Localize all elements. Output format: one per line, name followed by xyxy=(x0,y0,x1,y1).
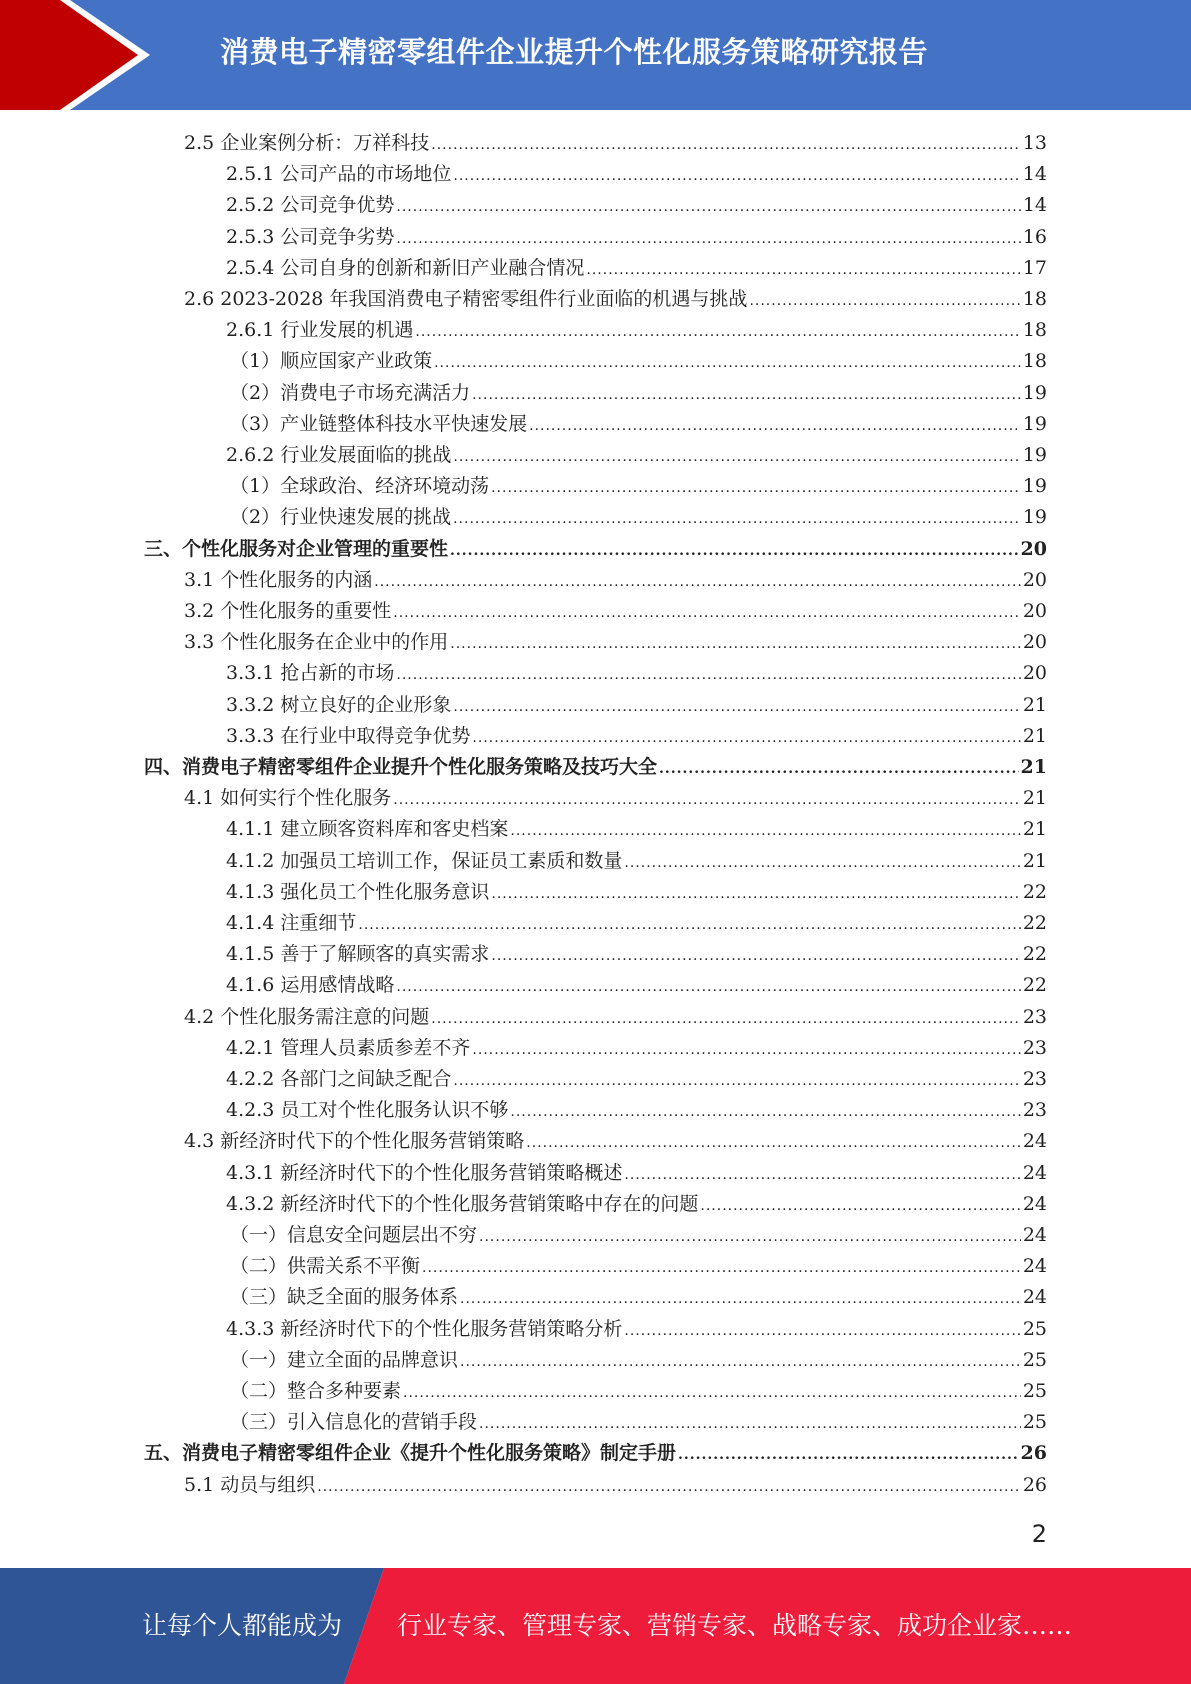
toc-entry[interactable] xyxy=(226,1158,1047,1189)
toc-entry-title: （一）建立全面的品牌意识 xyxy=(230,1349,459,1371)
toc-entry[interactable] xyxy=(230,1407,1047,1438)
toc-entry-page: 23 xyxy=(1022,1006,1047,1028)
toc-entry-title: 4.1.5 善于了解顾客的真实需求 xyxy=(226,943,490,965)
toc-entry[interactable] xyxy=(230,1376,1047,1407)
toc-entry[interactable] xyxy=(226,814,1047,845)
toc-entry-page: 22 xyxy=(1022,912,1047,934)
toc-entry-page: 18 xyxy=(1022,319,1047,341)
toc-entry[interactable] xyxy=(226,159,1047,190)
toc-entry-title: 2.6.1 行业发展的机遇 xyxy=(226,319,414,341)
toc-entry-page: 24 xyxy=(1022,1162,1047,1184)
toc-entry-title: （2）消费电子市场充满活力 xyxy=(230,382,471,404)
toc-entry[interactable] xyxy=(226,846,1047,877)
toc-entry-page: 20 xyxy=(1022,662,1047,684)
toc-entry-page: 18 xyxy=(1022,288,1047,310)
header-arrow-graphic xyxy=(0,0,160,110)
toc-entry-page: 19 xyxy=(1022,413,1047,435)
toc-dot-leader xyxy=(491,879,1020,910)
toc-entry[interactable] xyxy=(226,1095,1047,1126)
toc-entry-title: 2.5.3 公司竞争劣势 xyxy=(226,226,395,248)
toc-entry[interactable] xyxy=(226,658,1047,689)
report-header xyxy=(0,0,1191,110)
toc-dot-leader xyxy=(396,660,1020,691)
toc-entry-title: （一）信息安全问题层出不穷 xyxy=(230,1224,478,1246)
toc-dot-leader xyxy=(453,442,1020,473)
toc-entry[interactable] xyxy=(184,1470,1047,1501)
toc-entry-title: 4.3.2 新经济时代下的个性化服务营销策略中存在的问题 xyxy=(226,1193,699,1215)
toc-dot-leader xyxy=(472,1035,1020,1066)
toc-entry-title: 4.2 个性化服务需注意的问题 xyxy=(184,1006,430,1028)
toc-entry[interactable] xyxy=(230,1345,1047,1376)
toc-dot-leader xyxy=(700,1191,1020,1222)
toc-dot-leader xyxy=(431,1004,1021,1035)
toc-entry-title: 4.3.1 新经济时代下的个性化服务营销策略概述 xyxy=(226,1162,623,1184)
toc-entry-page: 25 xyxy=(1022,1349,1047,1371)
toc-entry-page: 20 xyxy=(1022,631,1047,653)
toc-entry-title: 4.2.2 各部门之间缺乏配合 xyxy=(226,1068,452,1090)
toc-entry-title: 3.2 个性化服务的重要性 xyxy=(184,600,392,622)
toc-dot-leader xyxy=(678,1440,1019,1471)
toc-entry-title: （二）整合多种要素 xyxy=(230,1380,402,1402)
toc-dot-leader xyxy=(479,1409,1021,1440)
toc-entry-title: 5.1 动员与组织 xyxy=(184,1474,316,1496)
toc-entry-page: 20 xyxy=(1022,569,1047,591)
toc-dot-leader xyxy=(460,1284,1021,1315)
toc-dot-leader xyxy=(472,723,1020,754)
toc-entry-page: 14 xyxy=(1022,163,1047,185)
toc-chapter-entry[interactable] xyxy=(144,1438,1047,1469)
toc-entry[interactable] xyxy=(184,128,1047,159)
toc-entry[interactable] xyxy=(230,346,1047,377)
toc-entry[interactable] xyxy=(226,315,1047,346)
toc-entry[interactable] xyxy=(230,1282,1047,1313)
toc-entry-title: 4.1.4 注重细节 xyxy=(226,912,357,934)
toc-entry-page: 20 xyxy=(1022,600,1047,622)
toc-entry[interactable] xyxy=(184,284,1047,315)
toc-entry-title: 4.2.1 管理人员素质参差不齐 xyxy=(226,1037,471,1059)
toc-entry-page: 18 xyxy=(1022,350,1047,372)
toc-entry-page: 16 xyxy=(1022,226,1047,248)
toc-dot-leader xyxy=(415,317,1020,348)
toc-entry-page: 24 xyxy=(1022,1193,1047,1215)
toc-entry-title: 2.6 2023-2028 年我国消费电子精密零组件行业面临的机遇与挑战 xyxy=(184,288,748,310)
toc-dot-leader xyxy=(749,286,1020,317)
toc-entry[interactable] xyxy=(226,1314,1047,1345)
toc-dot-leader xyxy=(358,910,1020,941)
toc-dot-leader xyxy=(453,1066,1020,1097)
toc-dot-leader xyxy=(431,130,1021,161)
toc-entry[interactable] xyxy=(230,471,1047,502)
toc-entry-page: 24 xyxy=(1022,1130,1047,1152)
toc-entry-title: 三、个性化服务对企业管理的重要性 xyxy=(144,538,449,560)
toc-entry[interactable] xyxy=(226,939,1047,970)
toc-dot-leader xyxy=(393,785,1021,816)
toc-dot-leader xyxy=(317,1472,1021,1503)
toc-entry-title: 2.6.2 行业发展面临的挑战 xyxy=(226,444,452,466)
toc-entry-title: （三）缺乏全面的服务体系 xyxy=(230,1286,459,1308)
toc-entry[interactable] xyxy=(184,565,1047,596)
toc-dot-leader xyxy=(510,1097,1020,1128)
toc-entry-page: 19 xyxy=(1022,475,1047,497)
toc-entry-page: 25 xyxy=(1022,1411,1047,1433)
toc-dot-leader xyxy=(460,1347,1021,1378)
toc-entry-title: 五、消费电子精密零组件企业《提升个性化服务策略》制定手册 xyxy=(144,1442,677,1464)
toc-dot-leader xyxy=(659,754,1019,785)
toc-entry-page: 17 xyxy=(1022,257,1047,279)
toc-dot-leader xyxy=(472,380,1021,411)
toc-entry-page: 24 xyxy=(1022,1286,1047,1308)
toc-dot-leader xyxy=(586,255,1020,286)
toc-entry-title: 4.1.1 建立顾客资料库和客史档案 xyxy=(226,818,509,840)
toc-dot-leader xyxy=(396,224,1020,255)
toc-entry-page: 13 xyxy=(1022,132,1047,154)
toc-entry[interactable] xyxy=(230,1251,1047,1282)
toc-entry-title: 2.5.4 公司自身的创新和新旧产业融合情况 xyxy=(226,257,585,279)
toc-dot-leader xyxy=(453,692,1020,723)
toc-entry[interactable] xyxy=(230,378,1047,409)
toc-entry-title: 4.2.3 员工对个性化服务认识不够 xyxy=(226,1099,509,1121)
toc-entry-title: 3.3.3 在行业中取得竞争优势 xyxy=(226,725,471,747)
toc-dot-leader xyxy=(434,348,1021,379)
toc-dot-leader xyxy=(393,598,1021,629)
toc-dot-leader xyxy=(396,972,1020,1003)
toc-entry-page: 21 xyxy=(1022,818,1047,840)
toc-dot-leader xyxy=(422,1253,1021,1284)
report-title: 消费电子精密零组件企业提升个性化服务策略研究报告 xyxy=(220,35,929,69)
toc-entry[interactable] xyxy=(230,409,1047,440)
toc-entry[interactable] xyxy=(184,783,1047,814)
toc-entry[interactable] xyxy=(226,440,1047,471)
report-footer xyxy=(0,1568,1191,1684)
toc-entry-title: 3.1 个性化服务的内涵 xyxy=(184,569,373,591)
toc-entry-page: 21 xyxy=(1020,756,1047,778)
toc-entry[interactable] xyxy=(226,1033,1047,1064)
toc-entry-page: 24 xyxy=(1022,1224,1047,1246)
toc-entry-title: 4.1.3 强化员工个性化服务意识 xyxy=(226,881,490,903)
page-number: 2 xyxy=(1031,1520,1047,1548)
toc-entry-title: 3.3.2 树立良好的企业形象 xyxy=(226,694,452,716)
toc-entry-title: 4.1 如何实行个性化服务 xyxy=(184,787,392,809)
toc-entry-page: 26 xyxy=(1020,1442,1047,1464)
toc-dot-leader xyxy=(479,1222,1021,1253)
toc-entry[interactable] xyxy=(230,1220,1047,1251)
toc-dot-leader xyxy=(491,473,1021,504)
toc-entry-page: 23 xyxy=(1022,1068,1047,1090)
toc-entry-title: 2.5 企业案例分析：万祥科技 xyxy=(184,132,430,154)
toc-entry[interactable] xyxy=(184,627,1047,658)
toc-entry[interactable] xyxy=(184,596,1047,627)
toc-entry-title: （三）引入信息化的营销手段 xyxy=(230,1411,478,1433)
toc-entry[interactable] xyxy=(226,908,1047,939)
toc-dot-leader xyxy=(396,192,1020,223)
toc-entry[interactable] xyxy=(226,190,1047,221)
toc-chapter-entry[interactable] xyxy=(144,534,1047,565)
toc-dot-leader xyxy=(526,1128,1021,1159)
toc-dot-leader xyxy=(624,848,1020,879)
toc-entry-title: （二）供需关系不平衡 xyxy=(230,1255,421,1277)
toc-entry-title: 2.5.2 公司竞争优势 xyxy=(226,194,395,216)
toc-entry-page: 21 xyxy=(1022,725,1047,747)
toc-entry-title: 2.5.1 公司产品的市场地位 xyxy=(226,163,452,185)
toc-entry-page: 22 xyxy=(1022,943,1047,965)
toc-entry-page: 21 xyxy=(1022,694,1047,716)
toc-entry-page: 23 xyxy=(1022,1099,1047,1121)
toc-entry-page: 21 xyxy=(1022,787,1047,809)
toc-dot-leader xyxy=(624,1160,1020,1191)
toc-dot-leader xyxy=(453,161,1020,192)
toc-entry[interactable] xyxy=(226,253,1047,284)
toc-entry[interactable] xyxy=(226,970,1047,1001)
toc-entry[interactable] xyxy=(226,690,1047,721)
toc-entry[interactable] xyxy=(226,1064,1047,1095)
toc-entry-page: 24 xyxy=(1022,1255,1047,1277)
toc-entry-title: 3.3.1 抢占新的市场 xyxy=(226,662,395,684)
toc-entry-title: （3）产业链整体科技水平快速发展 xyxy=(230,413,528,435)
toc-entry-page: 19 xyxy=(1022,382,1047,404)
toc-entry-page: 22 xyxy=(1022,881,1047,903)
footer-slogan-left: 让每个人都能成为 xyxy=(142,1611,343,1640)
toc-entry[interactable] xyxy=(184,1002,1047,1033)
toc-entry-page: 19 xyxy=(1022,506,1047,528)
toc-entry-title: 4.1.2 加强员工培训工作，保证员工素质和数量 xyxy=(226,850,623,872)
toc-entry-title: 四、消费电子精密零组件企业提升个性化服务策略及技巧大全 xyxy=(144,756,658,778)
toc-entry-page: 26 xyxy=(1022,1474,1047,1496)
toc-dot-leader xyxy=(450,629,1021,660)
toc-entry-title: 4.3 新经济时代下的个性化服务营销策略 xyxy=(184,1130,525,1152)
toc-dot-leader xyxy=(624,1316,1020,1347)
toc-entry[interactable] xyxy=(226,721,1047,752)
toc-entry-title: 3.3 个性化服务在企业中的作用 xyxy=(184,631,449,653)
toc-dot-leader xyxy=(374,567,1021,598)
toc-entry-page: 19 xyxy=(1022,444,1047,466)
toc-dot-leader xyxy=(510,816,1020,847)
toc-entry-title: （2）行业快速发展的挑战 xyxy=(230,506,452,528)
toc-entry-title: （1）顺应国家产业政策 xyxy=(230,350,433,372)
toc-entry-title: 4.1.6 运用感情战略 xyxy=(226,974,395,996)
toc-dot-leader xyxy=(529,411,1021,442)
toc-dot-leader xyxy=(453,504,1021,535)
toc-entry[interactable] xyxy=(226,1189,1047,1220)
toc-entry-page: 20 xyxy=(1020,538,1047,560)
toc-entry[interactable] xyxy=(226,877,1047,908)
toc-entry-page: 22 xyxy=(1022,974,1047,996)
toc-dot-leader xyxy=(491,941,1020,972)
toc-entry[interactable] xyxy=(226,222,1047,253)
toc-entry-page: 23 xyxy=(1022,1037,1047,1059)
footer-slogan-right: 行业专家、管理专家、营销专家、战略专家、成功企业家…… xyxy=(397,1611,1073,1640)
toc-entry[interactable] xyxy=(184,1126,1047,1157)
toc-entry-page: 25 xyxy=(1022,1380,1047,1402)
toc-dot-leader xyxy=(403,1378,1021,1409)
toc-dot-leader xyxy=(450,536,1019,567)
toc-entry-page: 14 xyxy=(1022,194,1047,216)
toc-entry-page: 21 xyxy=(1022,850,1047,872)
toc-chapter-entry[interactable] xyxy=(144,752,1047,783)
toc-entry-title: （1）全球政治、经济环境动荡 xyxy=(230,475,490,497)
toc-entry-page: 25 xyxy=(1022,1318,1047,1340)
toc-entry[interactable] xyxy=(230,502,1047,533)
toc-entry-title: 4.3.3 新经济时代下的个性化服务营销策略分析 xyxy=(226,1318,623,1340)
